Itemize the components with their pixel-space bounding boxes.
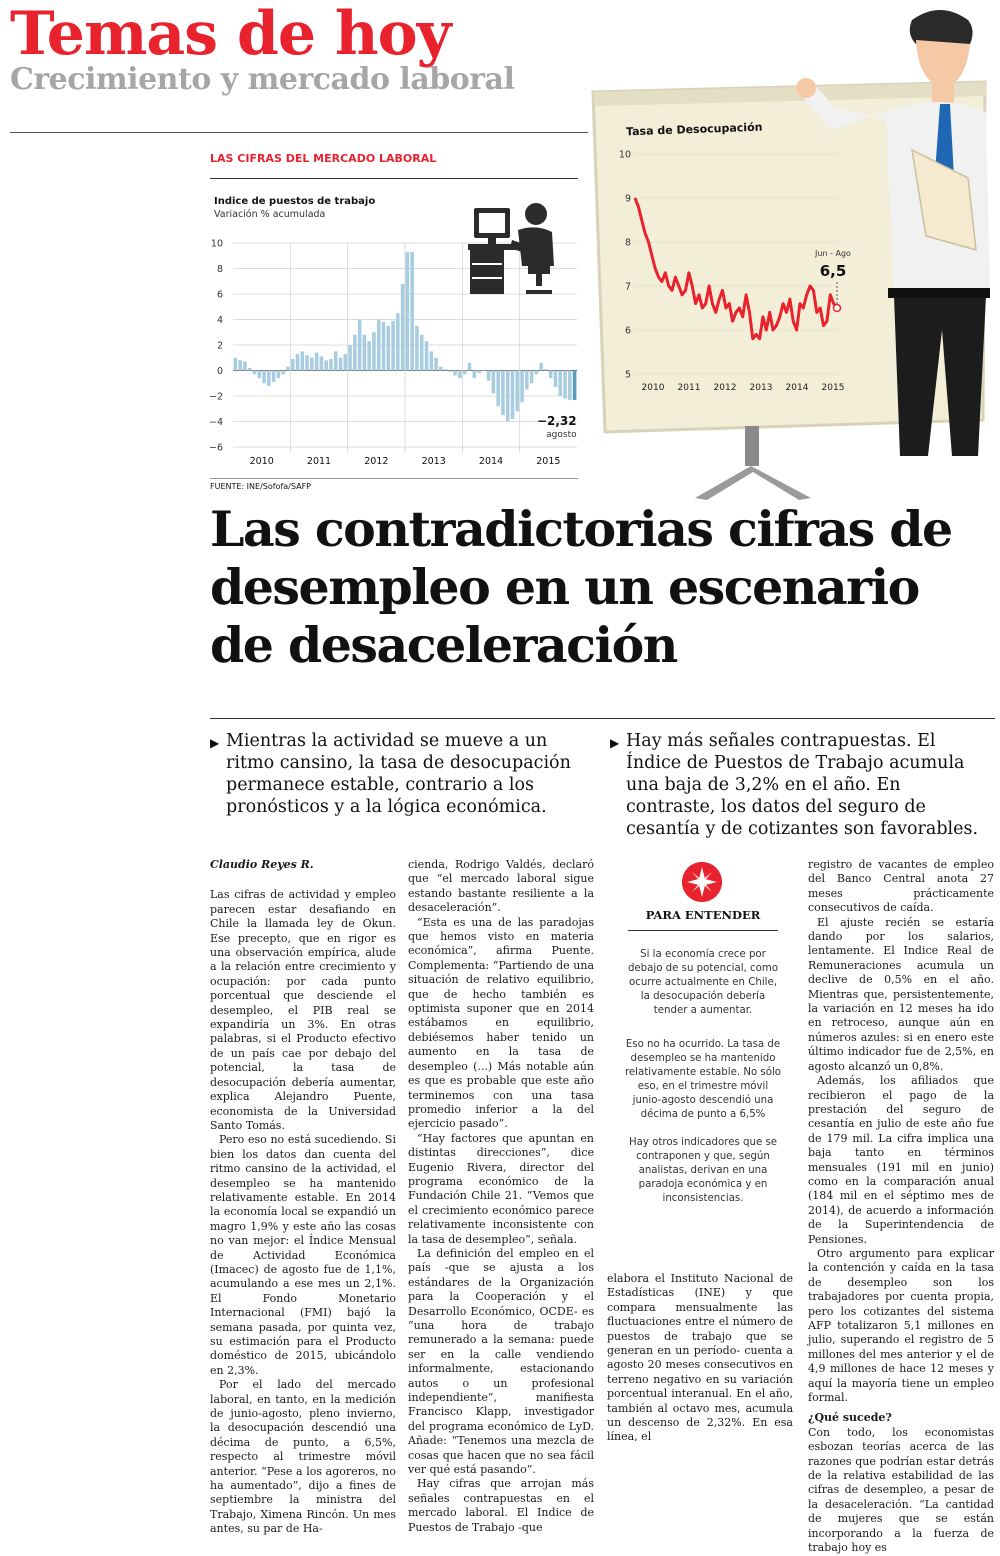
x-tick-label: 2015 — [536, 456, 561, 467]
y-tick-label: 0 — [216, 366, 223, 377]
x-tick-label: 2010 — [249, 456, 274, 467]
bar — [530, 371, 534, 384]
compass-star-icon — [682, 862, 722, 902]
bar — [339, 358, 343, 371]
bar — [453, 371, 457, 376]
paragraph: elabora el Instituto Nacional de Estadísticas (INE) y que compara mensualmente las fluctuaciones entre el número de puestos de trabajo que se generan en un período- cuenta a agosto 20 meses consecutivos en terreno negativo en su variación porcentual interanual. En el año, también al octavo mes, acumula un descenso de 2,32%. En esa línea, el — [607, 1272, 793, 1444]
bar — [406, 252, 410, 371]
bar — [315, 353, 319, 371]
bar — [449, 371, 453, 372]
lead-paragraph-2: ▶ Hay más señales contrapuestas. El Índice de Puestos de Trabajo acumula una baja de 3,2% en el año. En contraste, los datos del seguro de cesantía y de cotizantes son favorables. — [610, 730, 990, 840]
x-tick-label: 2012 — [713, 383, 737, 393]
paragraph: Hay cifras que arrojan más señales contrapuestas en el mercado laboral. El Indice de Puestos de Trabajo -que — [408, 1477, 594, 1534]
bar — [549, 371, 553, 379]
bar — [544, 369, 548, 370]
bar — [568, 371, 572, 400]
bar — [535, 371, 539, 375]
x-tick-label: 2010 — [641, 383, 665, 393]
y-tick-label: 7 — [624, 281, 631, 293]
bar — [401, 284, 405, 371]
y-tick-label: 8 — [624, 237, 631, 249]
bar — [291, 359, 295, 370]
paragraph: Con todo, los economistas esbozan teorías acerca de las razones que podrían estar detrás de la relativa estabilidad de las cifras de desempleo, a pesar de la desaceleración. “La cantidad de mujeres que se están incorporando a la fuerza de trabajo hoy es — [808, 1425, 994, 1555]
x-tick-label: 2013 — [749, 383, 773, 393]
sidebar-paragraph: Hay otros indicadores que se contraponen y que, según analistas, derivan en una paradoja económica y en inconsistencias. — [628, 1137, 778, 1204]
bar — [386, 326, 390, 371]
bar — [444, 369, 448, 370]
bar — [434, 358, 438, 371]
x-tick-label: 2011 — [677, 383, 701, 393]
bar — [324, 360, 328, 370]
bar — [506, 371, 510, 422]
bar — [243, 362, 247, 371]
bar — [515, 371, 519, 412]
y-tick-label: −6 — [208, 442, 223, 454]
paragraph: El ajuste recién se estaría dando por los salarios, lentamente. El Indice Real de Remuneraciones acumula un declive de 0,5% en el año. Mientras que, persistentemente, la variación en 12 meses ha ido en retroceso, aunque aún en números azules: si en enero este último indicador fue de 2,5%, en agosto alcanzó un 0,8%. — [808, 915, 994, 1073]
bar — [329, 359, 333, 370]
x-tick-label: 2014 — [478, 456, 504, 467]
bar-annotation-value: −2,32 — [536, 414, 577, 429]
line-annotation-value: 6,5 — [819, 262, 847, 280]
y-tick-label: 4 — [216, 315, 223, 326]
bar — [267, 371, 271, 386]
bar — [382, 322, 386, 370]
bar — [525, 371, 529, 390]
paragraph: La definición del empleo en el país -que se ajusta a los estándares de la Organización para la Cooperación y el Desarrollo Económico, OCDE- es “una hora de trabajo remunerado a la semana: puede ser en la calle vendiendo informalmente, estacionando autos o un profesional independiente”, manifiesta Francisco Klapp, investigador del programa económico de LyD. Añade: “Tenemos una mezcla de cosas que hacen que no sea fácil ver qué está pasando”. — [408, 1246, 594, 1477]
section-title: Temas de hoy — [10, 0, 451, 69]
bar — [363, 335, 367, 371]
x-tick-label: 2011 — [306, 456, 332, 467]
bar — [410, 252, 414, 371]
lead-paragraph-1: ▶ Mientras la actividad se mueve a un ritmo cansino, la tasa de desocupación permanece estable, contrario a los pronósticos y a la lógica económica. — [210, 730, 590, 818]
header-rule — [10, 132, 588, 133]
y-tick-label: 6 — [624, 325, 631, 337]
article-column-2 — [408, 858, 594, 1535]
bar — [372, 332, 376, 370]
bar — [425, 341, 429, 370]
subhead: ¿Qué sucede? — [808, 1411, 892, 1425]
bar — [468, 363, 472, 371]
bar — [554, 371, 558, 388]
bar — [539, 363, 543, 371]
sidebar-paragraph: Si la economía crece por debajo de su potencial, como ocurre actualmente en Chile, la desocupación debería tender a aumentar. — [627, 949, 779, 1016]
bar — [310, 358, 314, 371]
y-tick-label: 6 — [216, 289, 223, 301]
article-column-3 — [607, 1272, 793, 1445]
bar-chart-subtitle: Variación % acumulada — [214, 209, 326, 220]
x-tick-label: 2013 — [421, 456, 446, 467]
x-tick-label: 2012 — [364, 456, 389, 467]
bar — [300, 351, 304, 370]
paragraph: registro de vacantes de empleo del Banco Central anota 27 meses prácticamente consecutivos de caída. — [808, 858, 994, 915]
article-headline: Las contradictorias cifras de desempleo en un escenario de desaceleración — [210, 500, 952, 674]
bar — [396, 313, 400, 370]
bar — [305, 355, 309, 370]
paragraph: Pero eso no está sucediendo. Si bien los datos dan cuenta del ritmo cansino de la actividad, el desempleo se ha mantenido relativamente estable. En 2014 la economía local se expandió un magro 1,9% y este año las cosas no van mejor: el Índice Mensual de Actividad Económica (Imacec) de agosto fue de 1,1%, acumulando a ese mes un 2,1%. El Fondo Monetario Internacional (FMI) bajó la semana pasada, por quinta vez, su estimación para el Producto doméstico de 2015, ubicándolo en 2,3%. — [210, 1133, 396, 1377]
paragraph: Otro argumento para explicar la contención y caída en la tasa de desempleo son los trabajadores por cuenta propia, pero los cotizantes del sistema AFP totalizaron 5,1 millones en julio, superando el registro de 5 millones del mes anterior y el de 4,9 millones de hace 12 meses y aquí la mayoría tiene un empleo formal. — [808, 1246, 994, 1405]
bar — [277, 371, 281, 379]
article-column-4 — [808, 858, 994, 1556]
bar — [415, 326, 419, 371]
bar — [238, 360, 242, 370]
bar — [563, 371, 567, 399]
bar — [391, 321, 395, 371]
article-column-1 — [210, 858, 396, 1537]
paragraph: Por el lado del mercado laboral, en tanto, en la medición de junio-agosto, pleno invierno, la desocupación descendió una décima de punto, a 6,5%, respecto al trimestre móvil anterior. “Pese a los agoreros, no ha aumentado”, dijo a fines de septiembre la ministra del Trabajo, Ximena Rincón. Un mes antes, su par de Ha- — [210, 1378, 396, 1536]
y-tick-label: 2 — [216, 340, 223, 352]
bar — [262, 371, 266, 384]
bar — [353, 335, 357, 371]
x-tick-label: 2015 — [821, 383, 845, 393]
bar — [281, 371, 285, 375]
paragraph: cienda, Rodrigo Valdés, declaró que “el mercado laboral sigue estando bastante resiliente a la desaceleración”. — [408, 858, 594, 915]
y-tick-label: −2 — [208, 391, 223, 403]
presenter-man-illustration — [790, 0, 990, 460]
y-tick-label: 9 — [624, 193, 631, 205]
bar — [248, 368, 252, 371]
paragraph: “Esta es una de las paradojas que hemos visto en materia económica”, afirma Puente. Complementa: “Partiendo de una situación de relativo equilibrio, que de hecho también es optimista suponer que en 2014 estábamos en equilibrio, debiésemos haber tenido un aumento en la tasa de desempleo (...) Más notable aún es que es probable que este año terminemos con una tasa promedio inferior a la del ejercicio pasado”. — [408, 915, 594, 1131]
y-tick-label: 5 — [624, 369, 631, 381]
bar — [429, 351, 433, 370]
bar-annotation-label: agosto — [546, 430, 577, 441]
section-subtitle: Crecimiento y mercado laboral — [10, 62, 515, 97]
y-tick-label: −4 — [208, 417, 223, 428]
bar — [482, 371, 486, 372]
bar — [367, 341, 371, 370]
sidebar-title: PARA ENTENDER — [645, 908, 761, 922]
bar — [296, 354, 300, 371]
line-chart-title: Tasa de Desocupación — [625, 120, 763, 139]
bar — [334, 351, 338, 370]
bar — [343, 354, 347, 371]
line-annotation-label: Jun - Ago — [815, 249, 851, 258]
bar — [487, 371, 491, 381]
bar — [358, 320, 362, 371]
kicker-rule — [210, 178, 578, 179]
source-rule — [210, 478, 578, 479]
bar — [496, 371, 500, 407]
y-tick-label: 10 — [618, 149, 631, 161]
bar — [257, 371, 261, 379]
bar — [320, 356, 324, 370]
figure-source: FUENTE: INE/Sofofa/SAFP — [210, 482, 311, 491]
bar — [492, 371, 496, 394]
bar — [477, 371, 481, 374]
y-tick-label: 8 — [216, 264, 223, 275]
lead-rule — [210, 718, 995, 719]
paragraph: Las cifras de actividad y empleo parecen estar desafiando en Chile la llamada ley de Okun. Ese precepto, que en rigor es una observación empírica, alude a la relación entre crecimiento y ocupación: por cada punto porcentual que desciende el desempleo, el PIB real se expandiría un 3%. En otras palabras, si el Producto efectivo de un país cae por debajo del potencial, la tasa de desocupación debería aumentar, explica Alejandro Puente, economista de la Universidad Santo Tomás. — [210, 888, 396, 1132]
bar — [472, 371, 476, 379]
bar — [420, 335, 424, 371]
bar — [501, 371, 505, 416]
bar — [458, 371, 462, 379]
bar-chart-title: Indice de puestos de trabajo — [214, 196, 376, 207]
bar — [253, 371, 257, 375]
y-tick-label: 10 — [210, 238, 223, 250]
bar — [234, 358, 238, 371]
bar — [463, 371, 467, 375]
sidebar-body — [624, 948, 782, 1220]
bar — [272, 371, 276, 382]
paragraph: Además, los afiliados que recibieron el pago de la prestación del seguro de cesantía en julio de este año fue de 179 mil. La cifra implica una baja tanto en términos mensuales (191 mil en junio) como en la comparación anual (184 mil en el séptimo mes de 2014), de acuerdo a información de la Superintendencia de Pensiones. — [808, 1074, 994, 1246]
x-tick-label: 2014 — [785, 383, 809, 393]
office-worker-icon — [468, 200, 560, 296]
sidebar-rule — [628, 930, 778, 931]
figure-kicker: LAS CIFRAS DEL MERCADO LABORAL — [210, 152, 437, 165]
bar — [520, 371, 524, 403]
paragraph: “Hay factores que apuntan en distintas direcciones”, dice Eugenio Rivera, director del programa económico de la Fundación Chile 21. “Vemos que el crecimiento económico parece relativamente inconsistente con la tasa de desempleo”, señala. — [408, 1131, 594, 1246]
bar — [377, 320, 381, 371]
byline: Claudio Reyes R. — [210, 858, 314, 871]
bar — [511, 371, 515, 419]
bar — [286, 367, 290, 371]
sidebar-paragraph: Eso no ha ocurrido. La tasa de desempleo se ha mantenido relativamente estable. No sólo eso, en el trimestre móvil junio-agosto descendió una décima de punto a 6,5% — [624, 1039, 782, 1120]
bar — [348, 345, 352, 371]
bar — [558, 371, 562, 397]
bar — [439, 367, 443, 371]
